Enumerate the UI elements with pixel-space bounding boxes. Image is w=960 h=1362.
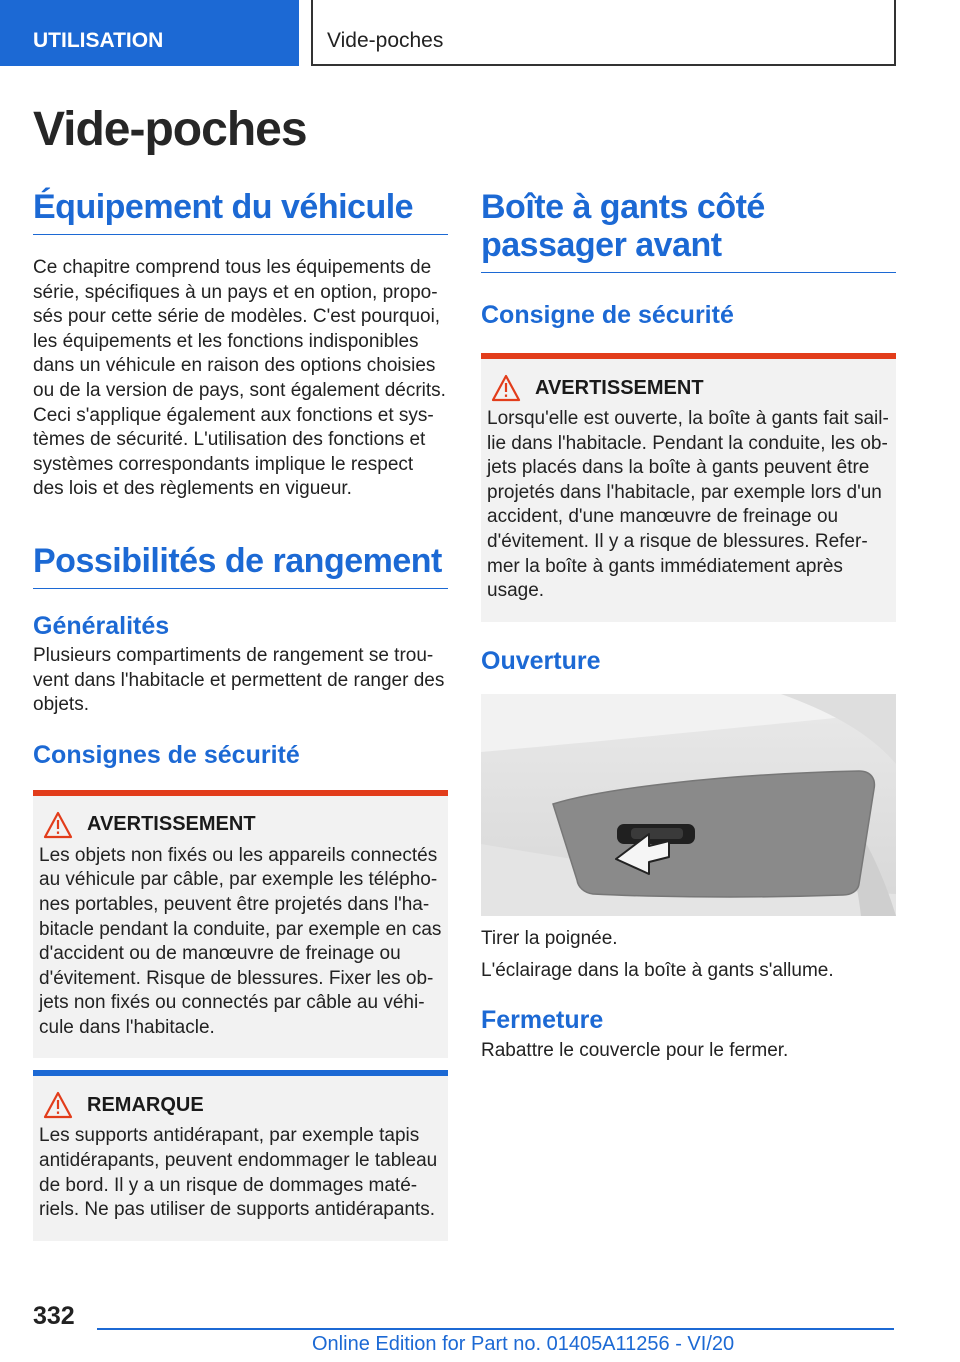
- opening-step-2: L'éclairage dans la boîte à gants s'allume.: [481, 960, 834, 982]
- page-number: 332: [33, 1302, 75, 1330]
- safety-heading: Consignes de sécurité: [33, 740, 300, 769]
- footer-divider: [97, 1328, 894, 1330]
- warning-label: AVERTISSEMENT: [87, 813, 256, 836]
- general-heading: Généralités: [33, 611, 170, 640]
- glovebox-safety-heading: Consigne de sécurité: [481, 301, 734, 329]
- notice-label: REMARQUE: [87, 1093, 204, 1116]
- warning-box: [33, 790, 448, 1059]
- general-body: Plusieurs compartiments de rangement se trouvent dans l'habitacle et permettent de ranger des objets.: [33, 644, 445, 716]
- glovebox-warning-label: AVERTISSEMENT: [535, 376, 704, 399]
- storage-heading: Possibilités de rangement: [33, 542, 448, 589]
- equipment-heading: Équipement du véhicule: [33, 188, 448, 235]
- warning-text: Les objets non fixés ou les appareils connectés au véhicule par câble, par exemple les téléphones portables, peuvent être projetés dans l'habitacle pendant la conduite, par exemple en cas d'accident ou de manœuvre de freinage ou d'évitement. Risque de blessures. Fixer les objets non fixés ou connectés par câble au véhicule dans l'habitacle.: [39, 844, 442, 1038]
- glovebox-warning-header: [487, 373, 890, 403]
- glovebox-warning-box: [481, 353, 896, 622]
- header-section-label: UTILISATION: [0, 0, 299, 66]
- opening-step-1: Tirer la poignée.: [481, 927, 618, 949]
- notice-header: [39, 1090, 442, 1120]
- right-column: [481, 188, 896, 1064]
- opening-heading: Ouverture: [481, 646, 601, 675]
- glovebox-warning-text: Lorsqu'elle est ouverte, la boîte à gants fait saillie dans l'habitacle. Pendant la conduite, les objets placés dans la boîte à gants peuvent être projetés dans l'habitacle, par exemple lors d'un accident, d'une manœuvre de freinage ou d'évitement. Il y a risque de blessures. Refermer la boîte à gants immédiatement après usage.: [487, 408, 889, 602]
- closing-heading: Fermeture: [481, 1005, 604, 1034]
- warning-triangle-icon: [43, 1091, 73, 1119]
- warning-triangle-icon: [43, 811, 73, 839]
- notice-text: Les supports antidérapant, par exemple tapis antidérapants, peuvent endommager le tableau de bord. Il y a un risque de dommages matériels. Ne pas utiliser de supports antidérapants.: [39, 1125, 438, 1221]
- closing-body: Rabattre le couvercle pour le fermer.: [481, 1039, 789, 1061]
- glovebox-image: [481, 694, 896, 916]
- header-page-title: Vide-poches: [311, 0, 896, 66]
- page-title: Vide-poches: [33, 103, 307, 156]
- left-column: [33, 188, 448, 1241]
- equipment-body: Ce chapitre comprend tous les équipements de série, spécifiques à un pays et en option, proposés pour cette série de modèles. C'est pourquoi, les équipements et les fonctions indisponibles dans un véhicule en raison des options choisies ou de la version de pays, sont également décrits. Ceci s'applique également aux fonctions et systèmes de sécurité. L'utilisation des fonctions et systèmes correspondants implique le respect des lois et des règlements en vigueur.: [33, 257, 446, 500]
- footer-edition: Online Edition for Part no. 01405A11256 - VI/20: [312, 1333, 735, 1355]
- warning-header: [39, 810, 442, 840]
- glovebox-heading: Boîte à gants côté passager avant: [481, 188, 896, 273]
- notice-box: [33, 1070, 448, 1240]
- warning-triangle-icon: [491, 374, 521, 402]
- glovebox-illustration: [481, 694, 896, 916]
